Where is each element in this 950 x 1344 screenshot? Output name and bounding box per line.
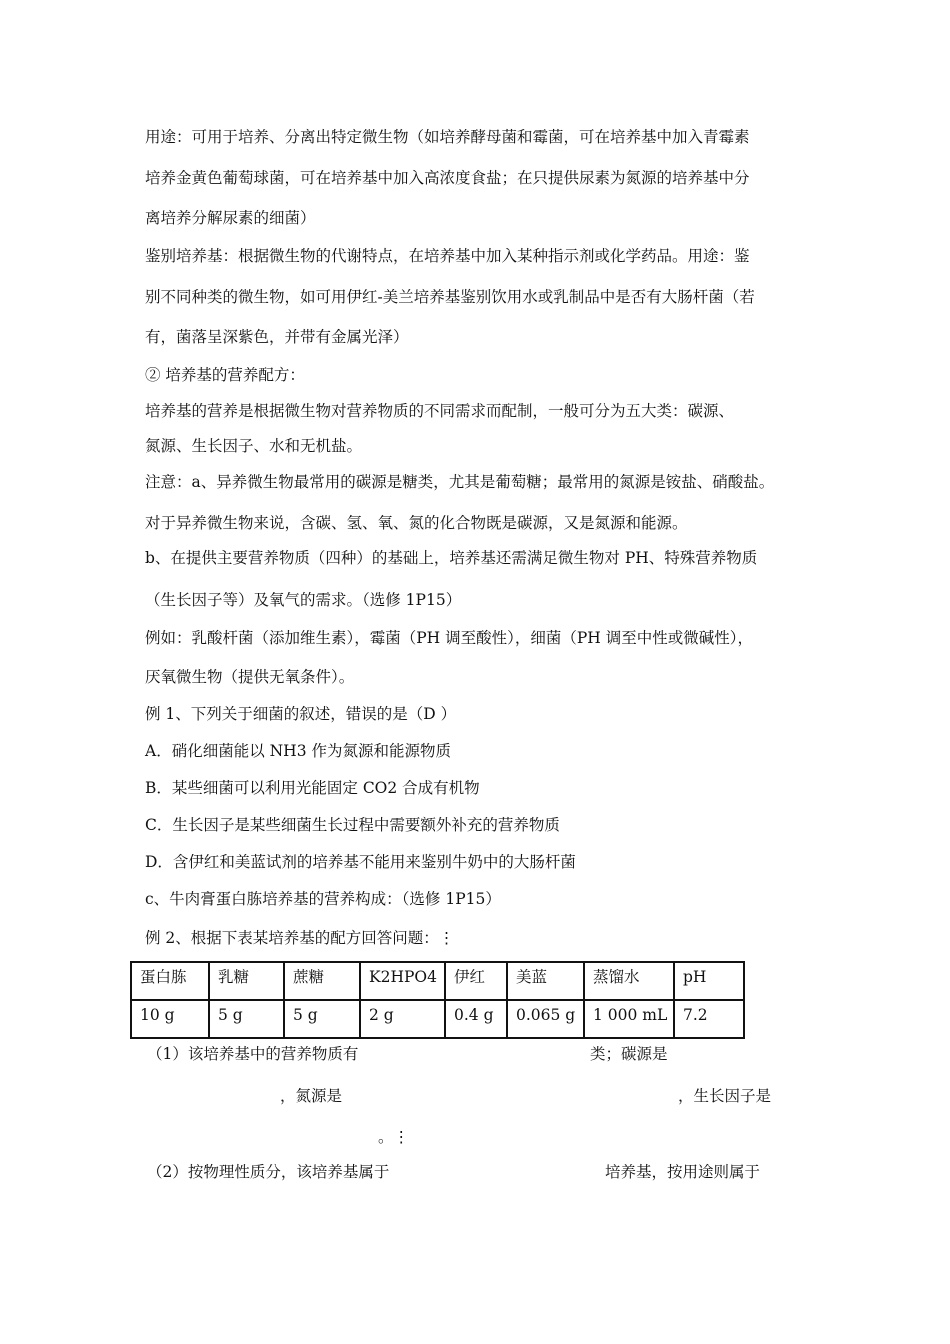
table-cell: 乳糖 — [209, 962, 284, 1000]
text-line: 注意：a、异养微生物最常用的碳源是糖类，尤其是葡萄糖；最常用的氮源是铵盐、硝酸盐。 — [145, 473, 775, 491]
option-c: C．生长因子是某些细菌生长过程中需要额外补充的营养物质 — [145, 816, 560, 834]
table-cell: 蒸馏水 — [584, 962, 674, 1000]
text-line: 氮源、生长因子、水和无机盐。 — [145, 437, 363, 455]
table-cell: 5 g — [284, 1000, 360, 1038]
option-d: D．含伊红和美蓝试剂的培养基不能用来鉴别牛奶中的大肠杆菌 — [145, 853, 576, 871]
table-cell: 伊红 — [445, 962, 507, 1000]
text-line: （生长因子等）及氧气的需求。（选修 1P15） — [145, 591, 462, 609]
text-line: 用途：可用于培养、分离出特定微生物（如培养酵母菌和霉菌，可在培养基中加入青霉素 — [145, 128, 750, 146]
text-line: c、牛肉膏蛋白胨培养基的营养构成：（选修 1P15） — [145, 890, 501, 908]
text-line: 培养基的营养是根据微生物对营养物质的不同需求而配制，一般可分为五大类：碳源、 — [145, 402, 735, 420]
text-line: b、在提供主要营养物质（四种）的基础上，培养基还需满足微生物对 PH、特殊营养物质 — [145, 549, 758, 567]
table-cell: 10 g — [131, 1000, 209, 1038]
question-1-text: 类；碳源是 — [590, 1045, 668, 1063]
table-cell: K2HPO4 — [360, 962, 445, 1000]
text-line: 厌氧微生物（提供无氧条件）。 — [145, 668, 355, 686]
text-line: 别不同种类的微生物，如可用伊红-美兰培养基鉴别饮用水或乳制品中是否有大肠杆菌（若 — [145, 288, 755, 306]
table-cell: 0.065 g — [507, 1000, 584, 1038]
text-line: 鉴别培养基：根据微生物的代谢特点，在培养基中加入某种指示剂或化学药品。用途：鉴 — [145, 247, 750, 265]
question-1-text: ，氮源是 — [280, 1087, 343, 1105]
table-cell: 7.2 — [674, 1000, 744, 1038]
table-cell: 1 000 mL — [584, 1000, 674, 1038]
text-line: 离培养分解尿素的细菌） — [145, 209, 316, 227]
question-1-text: ，生长因子是 — [678, 1087, 772, 1105]
option-b: B．某些细菌可以利用光能固定 CO2 合成有机物 — [145, 779, 480, 797]
section-heading: ② 培养基的营养配方： — [145, 366, 305, 384]
option-a: A．硝化细菌能以 NH3 作为氮源和能源物质 — [145, 742, 451, 760]
text-line: 例如：乳酸杆菌（添加维生素），霉菌（PH 调至酸性），细菌（PH 调至中性或微碱性）， — [145, 629, 753, 647]
question-1-text: 。⋮ — [378, 1128, 410, 1146]
table-cell: 5 g — [209, 1000, 284, 1038]
example-question: 例 1、下列关于细菌的叙述，错误的是（D ） — [145, 705, 457, 723]
question-1-text: （1）该培养基中的营养物质有 — [147, 1045, 359, 1063]
table-header-row — [131, 962, 744, 1000]
table-row — [131, 1000, 744, 1038]
text-line: 培养金黄色葡萄球菌，可在培养基中加入高浓度食盐；在只提供尿素为氮源的培养基中分 — [145, 169, 750, 187]
table-cell: pH — [674, 962, 744, 1000]
text-line: 对于异养微生物来说，含碳、氢、氧、氮的化合物既是碳源，又是氮源和能源。 — [145, 514, 688, 532]
question-2-text: （2）按物理性质分，该培养基属于 — [147, 1163, 390, 1181]
example-question: 例 2、根据下表某培养基的配方回答问题：⋮ — [145, 929, 455, 947]
text-line: 有，菌落呈深紫色，并带有金属光泽） — [145, 328, 409, 346]
table-cell: 美蓝 — [507, 962, 584, 1000]
table-cell: 0.4 g — [445, 1000, 507, 1038]
recipe-table — [130, 961, 745, 1039]
table-cell: 蛋白胨 — [131, 962, 209, 1000]
table-cell: 蔗糖 — [284, 962, 360, 1000]
table-cell: 2 g — [360, 1000, 445, 1038]
question-2-text: 培养基，按用途则属于 — [605, 1163, 761, 1181]
